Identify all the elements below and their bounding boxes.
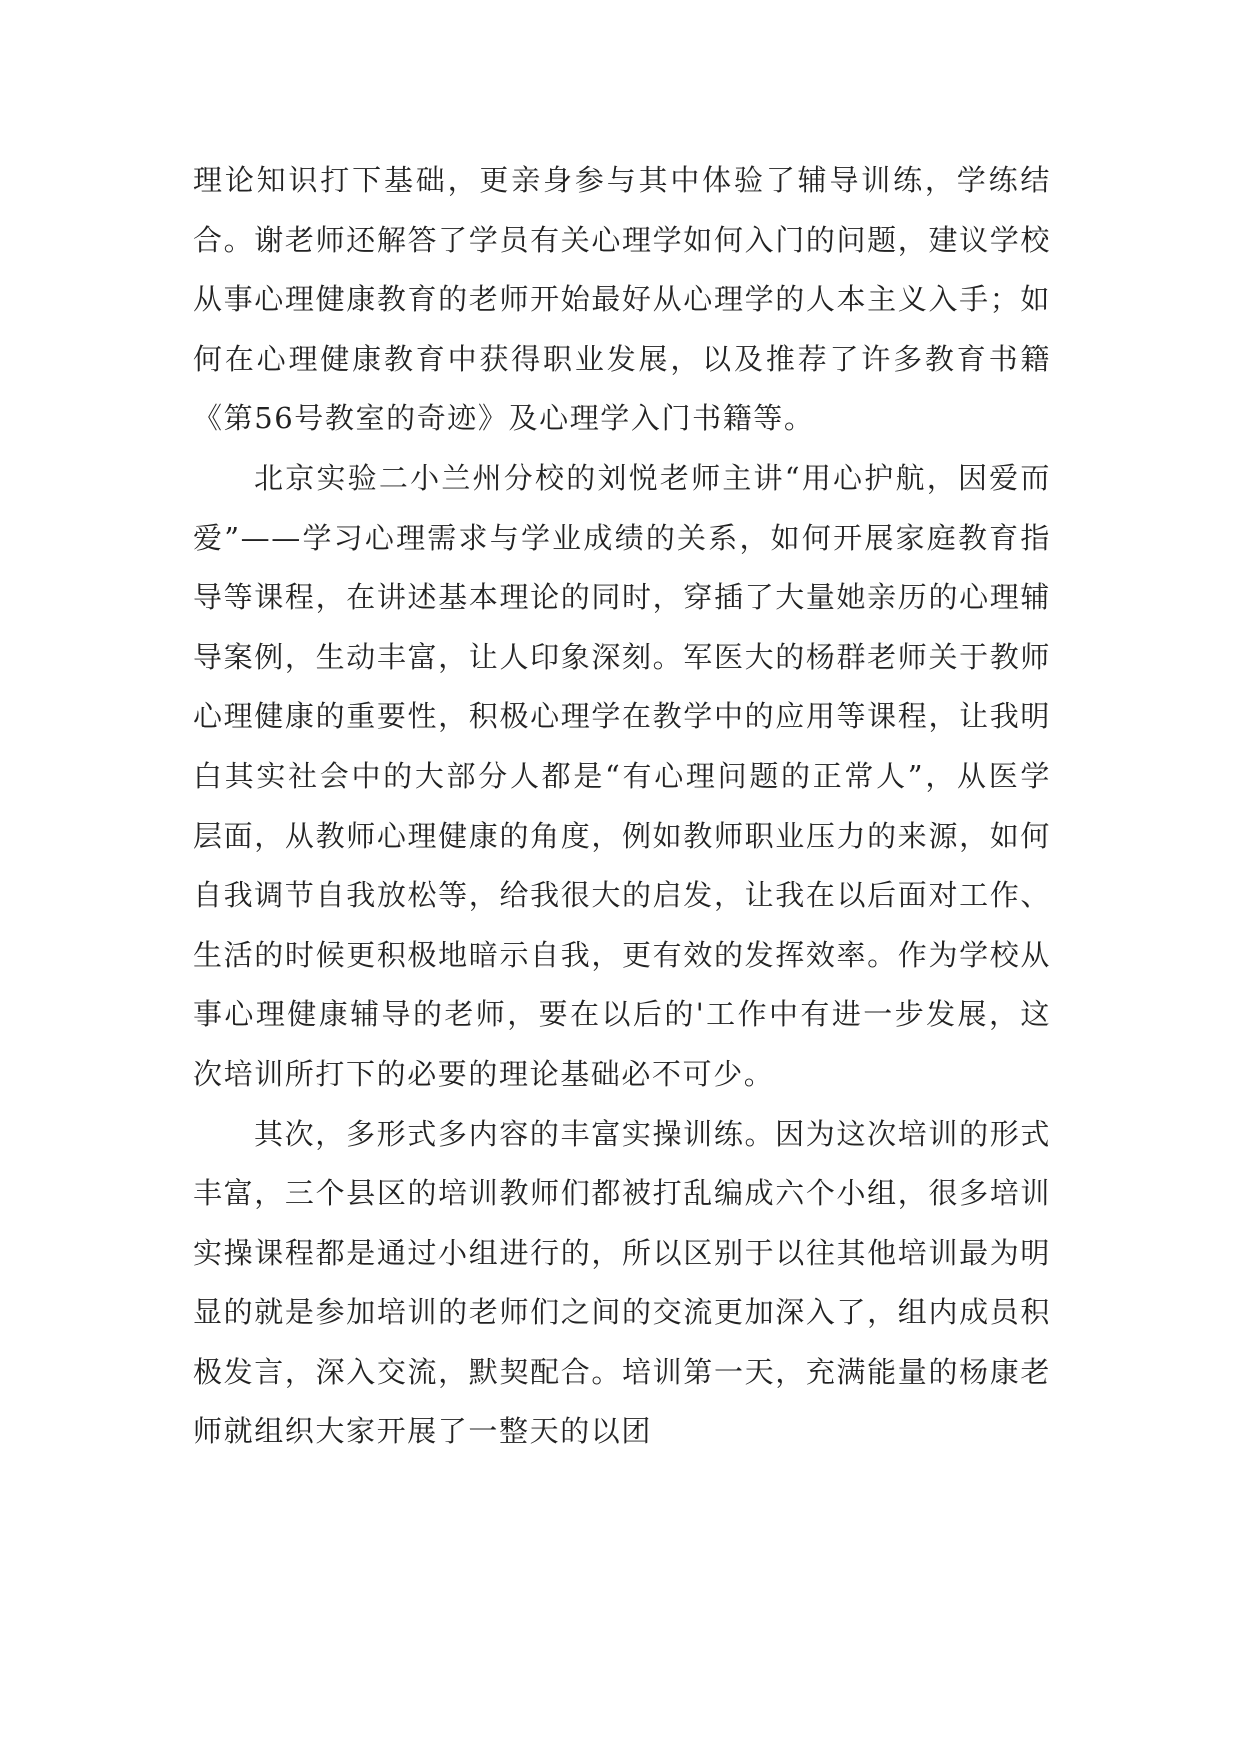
document-page <box>193 151 1051 1631</box>
paragraph-3: 其次，多形式多内容的丰富实操训练。因为这次培训的形式丰富，三个县区的培训教师们都被打乱编成六个小组，很多培训实操课程都是通过小组进行的，所以区别于以往其他培训最为明显的就是参加培训的老师们之间的交流更加深入了，组内成员积极发言，深入交流，默契配合。培训第一天，充满能量的杨康老师就组织大家开展了一整天的以团 <box>193 1116 1051 1449</box>
paragraph-1: 理论知识打下基础，更亲身参与其中体验了辅导训练，学练结合。谢老师还解答了学员有关心理学如何入门的问题，建议学校从事心理健康教育的老师开始最好从心理学的人本主义入手；如何在心理健康教育中获得职业发展，以及推荐了许多教育书籍《第56号教室的奇迹》及心理学入门书籍等。 <box>193 163 1051 436</box>
paragraph-2: 北京实验二小兰州分校的刘悦老师主讲“用心护航，因爱而爱”——学习心理需求与学业成绩的关系，如何开展家庭教育指导等课程，在讲述基本理论的同时，穿插了大量她亲历的心理辅导案例，生动丰富，让人印象深刻。军医大的杨群老师关于教师心理健康的重要性，积极心理学在教学中的应用等课程，让我明白其实社会中的大部分人都是“有心理问题的正常人”，从医学层面，从教师心理健康的角度，例如教师职业压力的来源，如何自我调节自我放松等，给我很大的启发，让我在以后面对工作、生活的时候更积极地暗示自我，更有效的发挥效率。作为学校从事心理健康辅导的老师，要在以后的'工作中有进一步发展，这次培训所打下的必要的理论基础必不可少。 <box>193 460 1051 1091</box>
